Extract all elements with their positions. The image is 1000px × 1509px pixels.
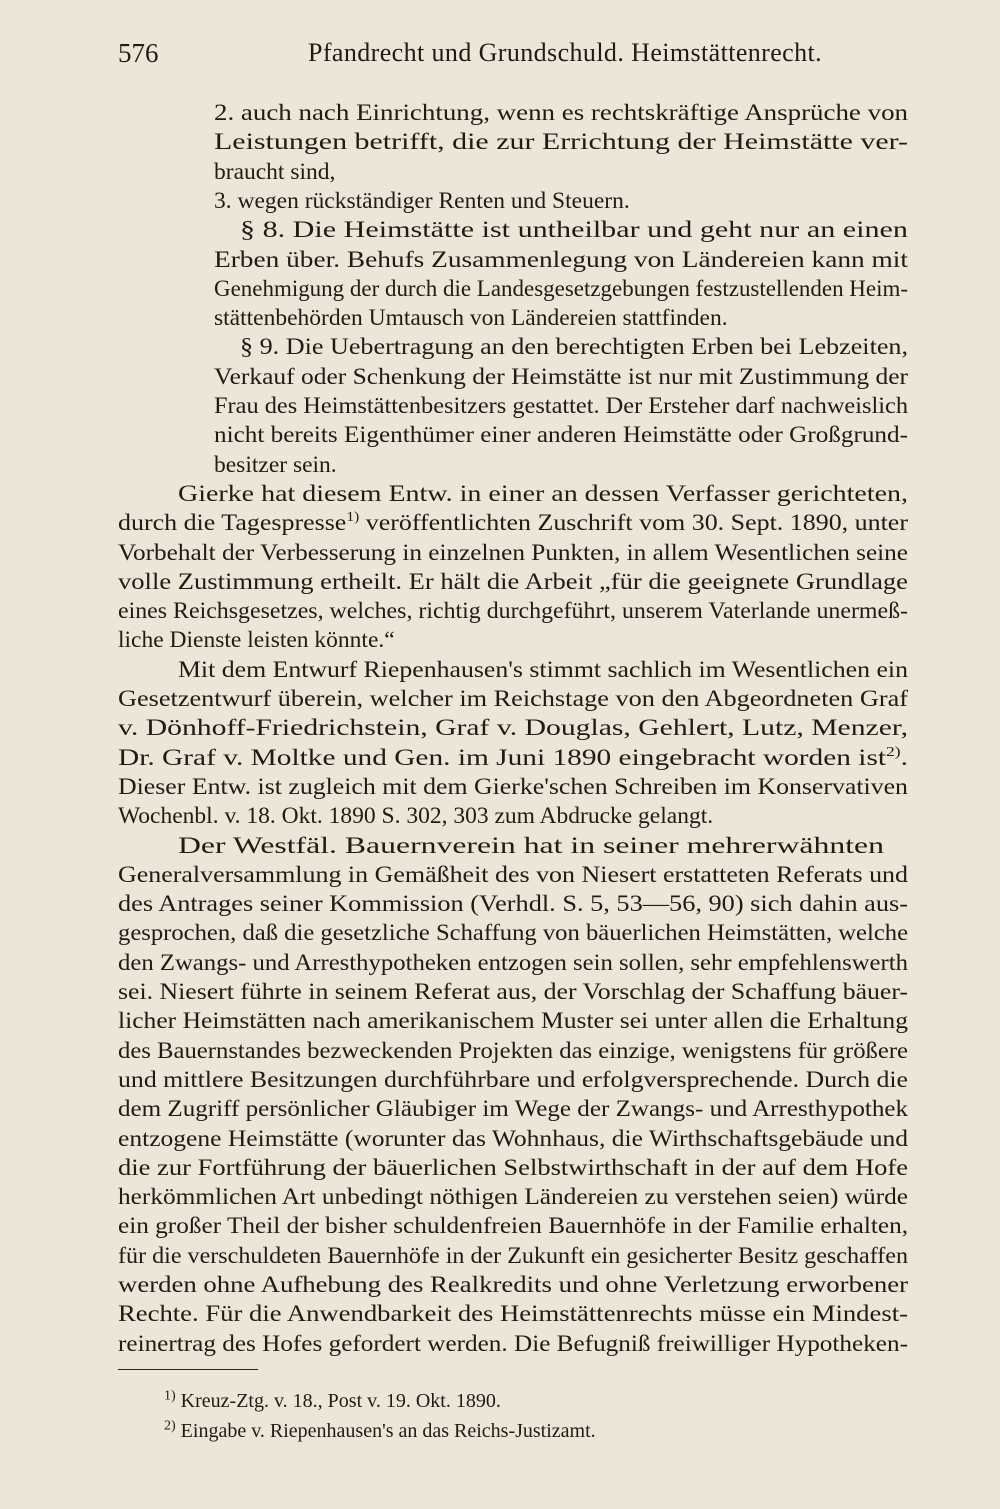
line-text: dem Zugriff persönlicher Gläubiger im Wege der Zwangs- und Arresthypothek [118,1096,909,1123]
text-line [214,188,630,215]
text-line [118,1243,908,1270]
text-line [118,569,908,596]
text-line [214,422,908,449]
footnote-rule [118,1369,258,1370]
footnote-text: Kreuz-Ztg. v. 18., Post v. 19. Okt. 1890. [175,1390,501,1412]
text-line [118,715,908,742]
text-line [178,657,908,684]
text-line [118,1331,908,1358]
line-text: Leistungen betrifft, die zur Errichtung der Heimstätte ver- [214,129,909,156]
text-line [118,745,908,772]
line-text-continued: veröffentlichten Zuschrift vom 30. Sept. 1890, unter [359,510,908,537]
line-text: Der Westfäl. Bauernverein hat in seiner mehrerwähnten [178,832,884,859]
footnote-number: 2) [164,1418,176,1434]
line-text: nicht bereits Eigenthümer einer anderen Heimstätte oder Großgrund- [214,422,908,449]
line-text: Generalversammlung in Gemäßheit des von Niesert erstatteten Referats und [118,861,909,888]
text-line [178,833,884,860]
line-text: Dr. Graf v. Moltke und Gen. im Juni 1890 eingebracht worden ist [118,744,887,771]
line-text: Mit dem Entwurf Riepenhausen's stimmt sachlich im Wesentlichen ein [178,656,908,683]
text-line [118,774,908,801]
text-line [214,247,908,274]
text-line [214,276,908,303]
line-text: die zur Fortführung der bäuerlichen Selbstwirthschaft in der auf dem Hofe [118,1154,909,1181]
text-line [118,1038,908,1065]
text-line [118,540,908,567]
footnote-marker: 1) [346,510,360,526]
line-text: Wochenbl. v. 18. Okt. 1890 S. 302, 303 zum Abdrucke gelangt. [118,803,714,830]
text-line [118,803,713,830]
line-text: Rechte. Für die Anwendbarkeit des Heimstättenrechts müsse ein Mindest- [118,1301,909,1328]
line-text: eines Reichsgesetzes, welches, richtig durchgeführt, unserem Vaterlande unermeß- [118,598,908,625]
line-text: Genehmigung der durch die Landesgesetzgebungen festzustellenden Heim- [214,275,908,302]
line-text: den Zwangs- und Arresthypotheken entzogen sein sollen, sehr empfehlenswerth [118,949,908,976]
text-line [118,950,908,977]
text-line [214,452,337,479]
text-line [118,1126,908,1153]
text-line [214,159,335,186]
line-text-continued: . [900,744,908,771]
text-line [118,1067,908,1094]
line-text: durch die Tagespresse [118,510,347,537]
text-line [118,1096,908,1123]
line-text: Gesetzentwurf überein, welcher im Reichstage von den Abgeordneten Graf [118,686,909,712]
text-line [118,1213,908,1240]
line-text: entzogene Heimstätte (worunter das Wohnhaus, die Wirthschaftsgebäude und [118,1125,909,1152]
line-text: für die verschuldeten Bauernhöfe in der Zukunft ein gesicherter Besitz geschaffen [118,1242,909,1269]
text-line [118,598,908,625]
text-line [214,100,908,127]
line-text: besitzer sein. [214,451,337,478]
line-text: stättenbehörden Umtausch von Ländereien stattfinden. [214,305,728,332]
text-line [214,129,908,156]
line-text: licher Heimstätten nach amerikanischem Muster sei unter allen die Erhaltung [118,1008,908,1035]
text-line [214,364,908,391]
line-text: Verkauf oder Schenkung der Heimstätte ist nur mit Zustimmung der [214,363,909,390]
line-text: Dieser Entw. ist zugleich mit dem Gierke'schen Schreiben im Konservativen [118,773,908,800]
text-line [118,862,908,889]
line-text: des Bauernstandes bezweckenden Projekten das einzige, wenigstens für größere [118,1037,909,1064]
text-line [118,920,908,947]
text-line [118,1272,908,1299]
text-line [178,481,908,508]
line-text: werden ohne Aufhebung des Realkredits und ohne Verletzung erworbener [118,1272,909,1298]
footnote [164,1420,596,1443]
text-line [118,979,908,1006]
line-text: und mittlere Besitzungen durchführbare und erfolgversprechende. Durch die [118,1066,908,1093]
text-line [118,1184,908,1211]
text-line [118,510,908,537]
line-text: Frau des Heimstättenbesitzers gestattet. Der Ersteher darf nachweislich [214,393,909,419]
text-line [214,393,908,420]
line-text: herkömmlichen Art unbedingt nöthigen Ländereien zu verstehen seien) würde [118,1184,909,1211]
text-line [118,1301,908,1328]
text-line [240,334,908,361]
line-text: Vorbehalt der Verbesserung in einzelnen Punkten, in allem Wesentlichen seine [118,539,908,566]
text-line [118,1155,908,1182]
running-title: Pfandrecht und Grundschuld. Heimstättenrecht. [308,38,823,67]
text-line [118,1008,908,1035]
line-text: 3. wegen rückständiger Renten und Steuern. [214,187,630,214]
line-text: sei. Niesert führte in seinem Referat aus, der Vorschlag der Schaffung bäuer- [118,979,909,1005]
line-text: volle Zustimmung ertheilt. Er hält die Arbeit „für die geeignete Grundlage [118,568,908,595]
line-text: des Antrages seiner Kommission (Verhdl. S. 5, 53—56, 90) sich dahin aus- [118,891,909,918]
line-text: v. Dönhoff-Friedrichstein, Graf v. Douglas, Gehlert, Lutz, Menzer, [118,715,908,742]
text-line [118,891,908,918]
line-text: braucht sind, [214,158,336,185]
text-line [118,686,908,713]
line-text: § 8. Die Heimstätte ist untheilbar und geht nur an einen [240,217,908,244]
line-text: Gierke hat diesem Entw. in einer an dessen Verfasser gerichteten, [178,480,908,507]
line-text: ein großer Theil der bisher schuldenfreien Bauernhöfe in der Familie erhalten, [118,1213,909,1240]
text-line [240,217,908,244]
footnote-number: 1) [164,1388,176,1404]
line-text: Erben über. Behufs Zusammenlegung von Ländereien kann mit [214,246,909,273]
line-text: 2. auch nach Einrichtung, wenn es rechtskräftige Ansprüche von [214,100,909,126]
line-text: liche Dienste leisten könnte.“ [118,627,395,654]
footnote [164,1390,501,1413]
line-text: gesprochen, daß die gesetzliche Schaffung von bäuerlichen Heimstätten, welche [118,920,909,947]
text-line [214,305,728,332]
footnote-text: Eingabe v. Riepenhausen's an das Reichs-Justizamt. [175,1420,596,1442]
line-text: § 9. Die Uebertragung an den berechtigten Erben bei Lebzeiten, [240,334,909,361]
line-text: reinertrag des Hofes gefordert werden. Die Befugniß freiwilliger Hypotheken- [118,1330,908,1357]
page-number: 576 [118,38,159,68]
text-line [118,627,395,654]
footnote-marker: 2) [886,744,901,760]
page-header [118,38,905,78]
